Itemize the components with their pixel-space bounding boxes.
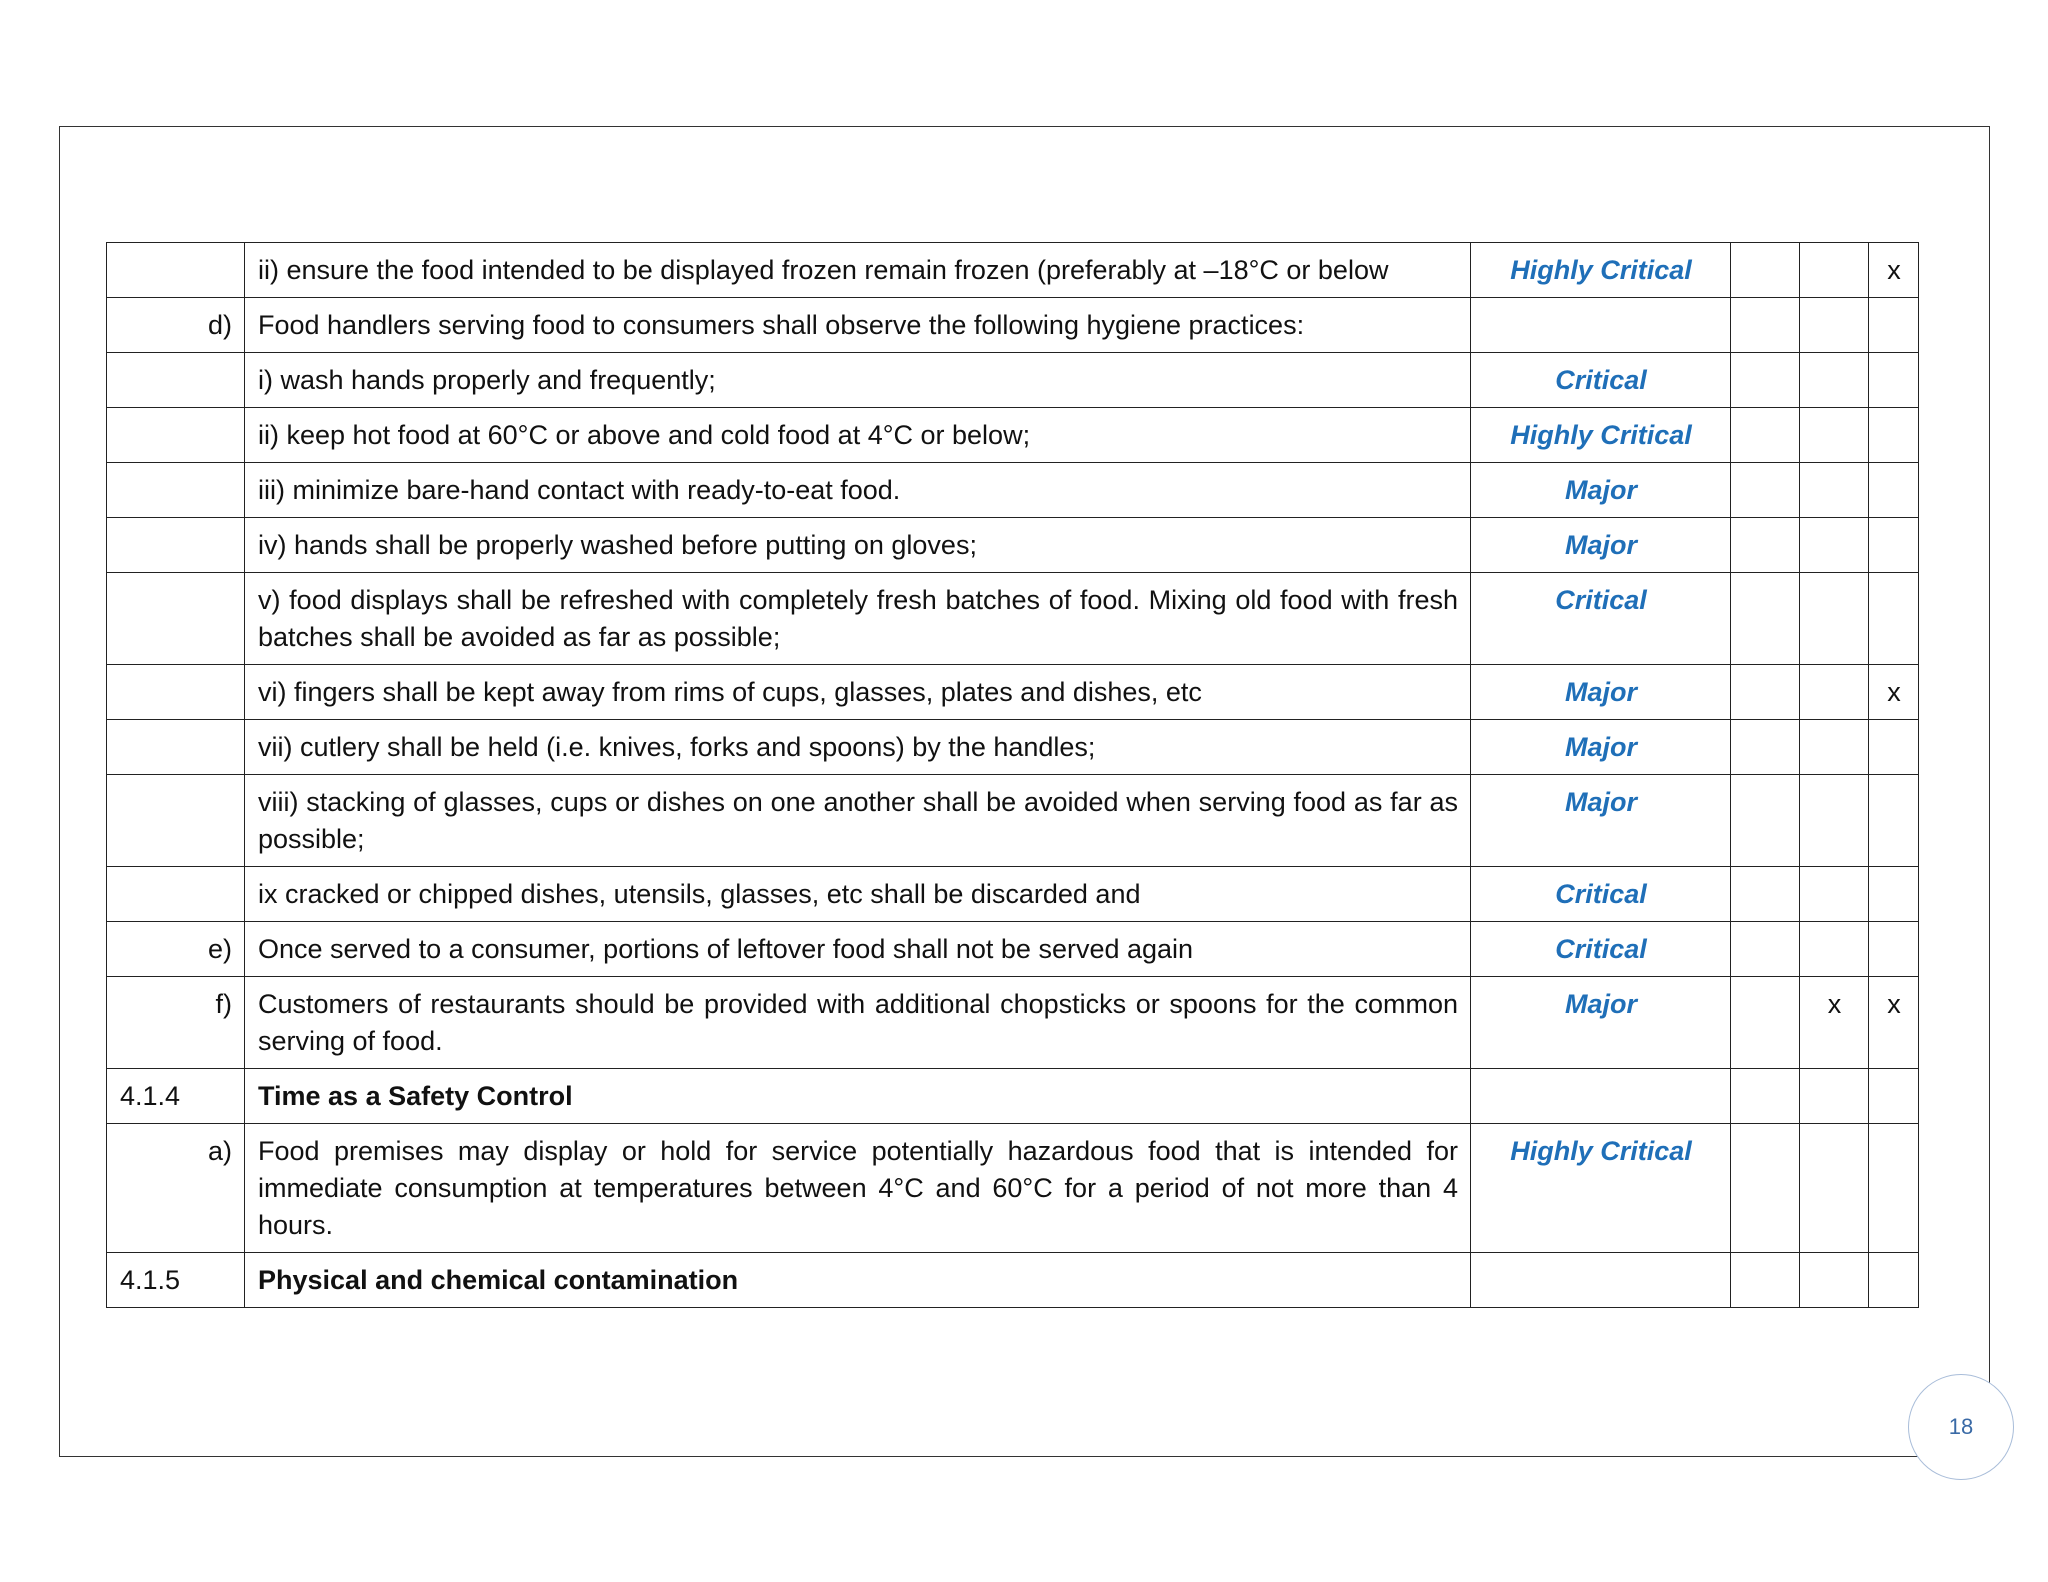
row-ref: e) [107, 922, 245, 977]
row-description: ix cracked or chipped dishes, utensils, glasses, etc shall be discarded and [245, 867, 1471, 922]
row-ref [107, 775, 245, 867]
mark-col-1 [1731, 1253, 1800, 1308]
row-description: vii) cutlery shall be held (i.e. knives, forks and spoons) by the handles; [245, 720, 1471, 775]
mark-col-2 [1800, 665, 1869, 720]
mark-col-2 [1800, 243, 1869, 298]
mark-col-2 [1800, 867, 1869, 922]
severity-label: Highly Critical [1471, 408, 1731, 463]
mark-col-1 [1731, 867, 1800, 922]
row-ref: d) [107, 298, 245, 353]
table-row-section-heading [107, 1069, 1919, 1124]
mark-col-2 [1800, 775, 1869, 867]
mark-col-1 [1731, 1124, 1800, 1253]
mark-col-1 [1731, 922, 1800, 977]
table-row [107, 463, 1919, 518]
row-ref [107, 353, 245, 408]
section-title: Physical and chemical contamination [245, 1253, 1471, 1308]
row-description: Food handlers serving food to consumers shall observe the following hygiene practices: [245, 298, 1471, 353]
severity-label: Major [1471, 518, 1731, 573]
mark-col-3 [1869, 922, 1919, 977]
row-ref [107, 243, 245, 298]
mark-col-1 [1731, 353, 1800, 408]
mark-col-3 [1869, 775, 1919, 867]
mark-col-3 [1869, 573, 1919, 665]
mark-col-1 [1731, 518, 1800, 573]
table-row-section-heading [107, 1253, 1919, 1308]
section-number: 4.1.5 [107, 1253, 245, 1308]
mark-col-1 [1731, 1069, 1800, 1124]
severity-label: Critical [1471, 867, 1731, 922]
mark-col-2 [1800, 298, 1869, 353]
row-description: Customers of restaurants should be provided with additional chopsticks or spoons for the common serving of food. [245, 977, 1471, 1069]
mark-col-1 [1731, 463, 1800, 518]
row-description: ii) keep hot food at 60°C or above and cold food at 4°C or below; [245, 408, 1471, 463]
row-description: iii) minimize bare-hand contact with ready-to-eat food. [245, 463, 1471, 518]
severity-label: Critical [1471, 353, 1731, 408]
page-number-badge [1908, 1374, 2014, 1480]
mark-col-1 [1731, 573, 1800, 665]
mark-col-2 [1800, 720, 1869, 775]
row-ref [107, 720, 245, 775]
mark-col-2 [1800, 922, 1869, 977]
row-ref [107, 665, 245, 720]
table-row [107, 922, 1919, 977]
severity-label: Major [1471, 775, 1731, 867]
mark-col-2 [1800, 1069, 1869, 1124]
mark-col-1 [1731, 408, 1800, 463]
table-row [107, 518, 1919, 573]
mark-col-1 [1731, 775, 1800, 867]
page-number: 18 [1948, 1414, 1974, 1439]
section-number: 4.1.4 [107, 1069, 245, 1124]
row-ref: a) [107, 1124, 245, 1253]
mark-col-1 [1731, 298, 1800, 353]
severity-label: Critical [1471, 922, 1731, 977]
severity-label: Major [1471, 720, 1731, 775]
mark-col-3: x [1869, 243, 1919, 298]
mark-col-2 [1800, 573, 1869, 665]
severity-label: Highly Critical [1471, 1124, 1731, 1253]
severity-label: Major [1471, 665, 1731, 720]
table-row [107, 408, 1919, 463]
mark-col-3: x [1869, 977, 1919, 1069]
table-row [107, 977, 1919, 1069]
mark-col-3 [1869, 1069, 1919, 1124]
table-row [107, 353, 1919, 408]
row-description: v) food displays shall be refreshed with completely fresh batches of food. Mixing old food with fresh batches shall be avoided as far as possible; [245, 573, 1471, 665]
row-description: iv) hands shall be properly washed before putting on gloves; [245, 518, 1471, 573]
table-row [107, 298, 1919, 353]
table-row [107, 867, 1919, 922]
row-description: i) wash hands properly and frequently; [245, 353, 1471, 408]
row-description: vi) fingers shall be kept away from rims of cups, glasses, plates and dishes, etc [245, 665, 1471, 720]
table-row [107, 573, 1919, 665]
row-ref [107, 408, 245, 463]
mark-col-2 [1800, 408, 1869, 463]
row-ref [107, 518, 245, 573]
mark-col-3 [1869, 408, 1919, 463]
row-ref [107, 573, 245, 665]
severity-label [1471, 298, 1731, 353]
mark-col-2: x [1800, 977, 1869, 1069]
mark-col-3 [1869, 720, 1919, 775]
mark-col-3 [1869, 1253, 1919, 1308]
row-description: Food premises may display or hold for service potentially hazardous food that is intended for immediate consumption at temperatures between 4°C and 60°C for a period of not more than 4 hours. [245, 1124, 1471, 1253]
row-description: viii) stacking of glasses, cups or dishes on one another shall be avoided when serving food as far as possible; [245, 775, 1471, 867]
mark-col-3 [1869, 298, 1919, 353]
row-ref [107, 867, 245, 922]
inspection-checklist-table [106, 242, 1919, 1308]
mark-col-2 [1800, 518, 1869, 573]
mark-col-1 [1731, 243, 1800, 298]
mark-col-2 [1800, 353, 1869, 408]
severity-label [1471, 1069, 1731, 1124]
mark-col-2 [1800, 463, 1869, 518]
mark-col-3 [1869, 867, 1919, 922]
row-ref [107, 463, 245, 518]
severity-label: Major [1471, 463, 1731, 518]
row-ref: f) [107, 977, 245, 1069]
severity-label: Critical [1471, 573, 1731, 665]
mark-col-3 [1869, 353, 1919, 408]
severity-label: Highly Critical [1471, 243, 1731, 298]
mark-col-3 [1869, 463, 1919, 518]
severity-label: Major [1471, 977, 1731, 1069]
row-description: ii) ensure the food intended to be displayed frozen remain frozen (preferably at –18°C or below [245, 243, 1471, 298]
table-row [107, 665, 1919, 720]
mark-col-3: x [1869, 665, 1919, 720]
mark-col-3 [1869, 1124, 1919, 1253]
table-row [107, 720, 1919, 775]
mark-col-2 [1800, 1124, 1869, 1253]
section-title: Time as a Safety Control [245, 1069, 1471, 1124]
row-description: Once served to a consumer, portions of leftover food shall not be served again [245, 922, 1471, 977]
mark-col-1 [1731, 720, 1800, 775]
severity-label [1471, 1253, 1731, 1308]
mark-col-3 [1869, 518, 1919, 573]
mark-col-1 [1731, 665, 1800, 720]
mark-col-2 [1800, 1253, 1869, 1308]
mark-col-1 [1731, 977, 1800, 1069]
table-row [107, 243, 1919, 298]
table-row [107, 1124, 1919, 1253]
table-row [107, 775, 1919, 867]
